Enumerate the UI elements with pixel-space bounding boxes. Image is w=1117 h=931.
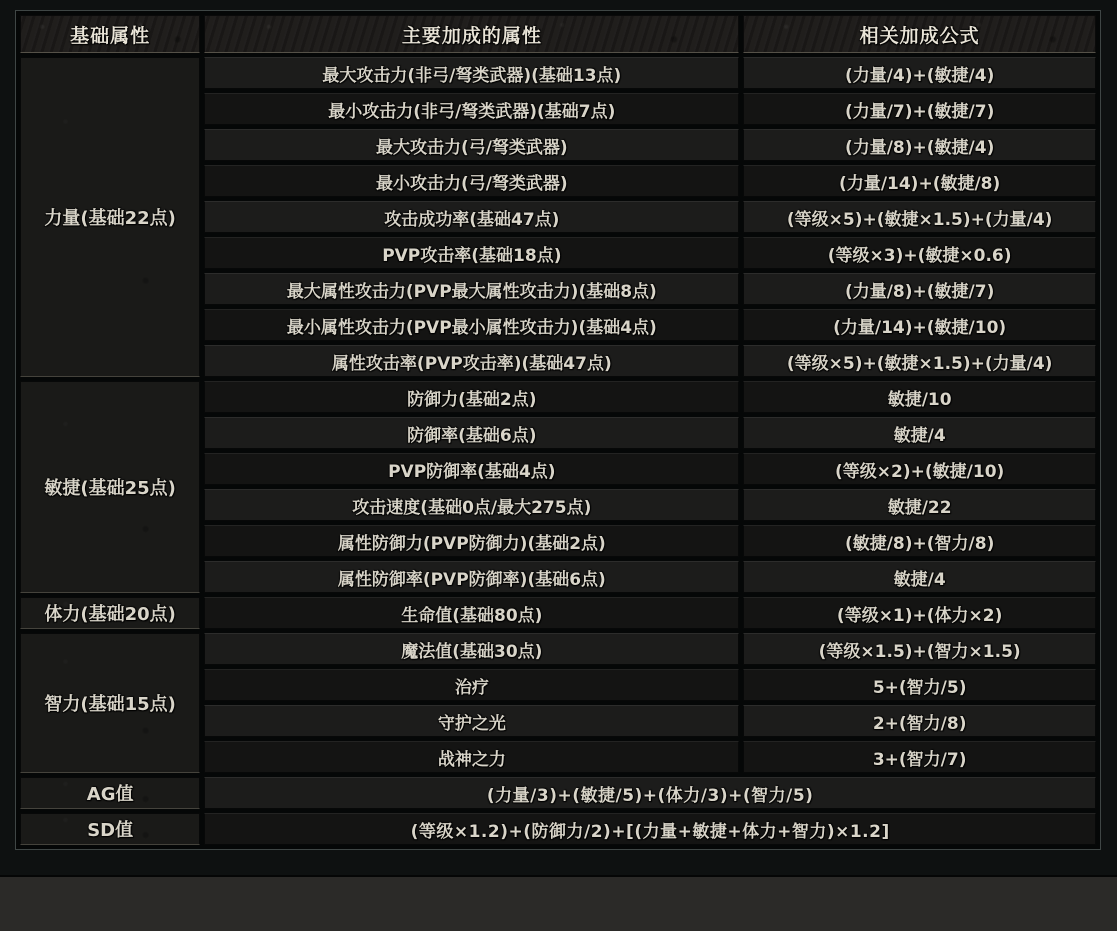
base-attribute-agility: 敏捷(基础25点) — [20, 381, 200, 593]
bonus-attribute-cell: 防御力(基础2点) — [204, 381, 739, 413]
formula-cell: (力量/3)+(敏捷/5)+(体力/3)+(智力/5) — [204, 777, 1096, 809]
formula-cell: (等级×5)+(敏捷×1.5)+(力量/4) — [743, 345, 1096, 377]
base-attribute-intelligence: 智力(基础15点) — [20, 633, 200, 773]
bonus-attribute-cell: 最小攻击力(非弓/弩类武器)(基础7点) — [204, 93, 739, 125]
table-row — [20, 57, 1096, 89]
column-header-bonus-attribute: 主要加成的属性 — [204, 15, 739, 53]
table-row — [20, 381, 1096, 413]
bonus-attribute-cell: 防御率(基础6点) — [204, 417, 739, 449]
formula-cell: 敏捷/10 — [743, 381, 1096, 413]
bonus-attribute-cell: 守护之光 — [204, 705, 739, 737]
formula-cell: (等级×1)+(体力×2) — [743, 597, 1096, 629]
bonus-attribute-cell: 治疗 — [204, 669, 739, 701]
base-attribute-strength: 力量(基础22点) — [20, 57, 200, 377]
column-header-formula: 相关加成公式 — [743, 15, 1096, 53]
bonus-attribute-cell: 属性攻击率(PVP攻击率)(基础47点) — [204, 345, 739, 377]
formula-cell: (力量/4)+(敏捷/4) — [743, 57, 1096, 89]
bonus-attribute-cell: 最大属性攻击力(PVP最大属性攻击力)(基础8点) — [204, 273, 739, 305]
table-row — [20, 597, 1096, 629]
formula-cell: (等级×2)+(敏捷/10) — [743, 453, 1096, 485]
table-row — [20, 633, 1096, 665]
bonus-attribute-cell: 战神之力 — [204, 741, 739, 773]
formula-cell: (等级×1.5)+(智力×1.5) — [743, 633, 1096, 665]
formula-cell: 5+(智力/5) — [743, 669, 1096, 701]
formula-cell: (等级×1.2)+(防御力/2)+[(力量+敏捷+体力+智力)×1.2] — [204, 813, 1096, 845]
formula-cell: (等级×5)+(敏捷×1.5)+(力量/4) — [743, 201, 1096, 233]
formula-cell: 敏捷/4 — [743, 561, 1096, 593]
bonus-attribute-cell: 生命值(基础80点) — [204, 597, 739, 629]
formula-cell: (力量/7)+(敏捷/7) — [743, 93, 1096, 125]
bonus-attribute-cell: 攻击速度(基础0点/最大275点) — [204, 489, 739, 521]
bonus-attribute-cell: PVP攻击率(基础18点) — [204, 237, 739, 269]
base-attribute-sd: SD值 — [20, 813, 200, 845]
formula-cell: (力量/8)+(敏捷/7) — [743, 273, 1096, 305]
column-header-base-attribute: 基础属性 — [20, 15, 200, 53]
bonus-attribute-cell: 最大攻击力(非弓/弩类武器)(基础13点) — [204, 57, 739, 89]
formula-cell: (力量/14)+(敏捷/8) — [743, 165, 1096, 197]
bonus-attribute-cell: 最小属性攻击力(PVP最小属性攻击力)(基础4点) — [204, 309, 739, 341]
formula-cell: (力量/8)+(敏捷/4) — [743, 129, 1096, 161]
formula-cell: (敏捷/8)+(智力/8) — [743, 525, 1096, 557]
table-row — [20, 777, 1096, 809]
bonus-attribute-cell: 属性防御力(PVP防御力)(基础2点) — [204, 525, 739, 557]
base-attribute-ag: AG值 — [20, 777, 200, 809]
attribute-formula-table — [15, 10, 1101, 850]
formula-cell: 敏捷/22 — [743, 489, 1096, 521]
formula-cell: (等级×3)+(敏捷×0.6) — [743, 237, 1096, 269]
bonus-attribute-cell: 魔法值(基础30点) — [204, 633, 739, 665]
formula-cell: (力量/14)+(敏捷/10) — [743, 309, 1096, 341]
table-row — [20, 813, 1096, 845]
base-attribute-vitality: 体力(基础20点) — [20, 597, 200, 629]
header-row — [20, 15, 1096, 53]
bonus-attribute-cell: 攻击成功率(基础47点) — [204, 201, 739, 233]
bonus-attribute-cell: 最小攻击力(弓/弩类武器) — [204, 165, 739, 197]
formula-cell: 2+(智力/8) — [743, 705, 1096, 737]
bonus-attribute-cell: 最大攻击力(弓/弩类武器) — [204, 129, 739, 161]
bonus-attribute-cell: PVP防御率(基础4点) — [204, 453, 739, 485]
formula-cell: 3+(智力/7) — [743, 741, 1096, 773]
formula-cell: 敏捷/4 — [743, 417, 1096, 449]
bonus-attribute-cell: 属性防御率(PVP防御率)(基础6点) — [204, 561, 739, 593]
